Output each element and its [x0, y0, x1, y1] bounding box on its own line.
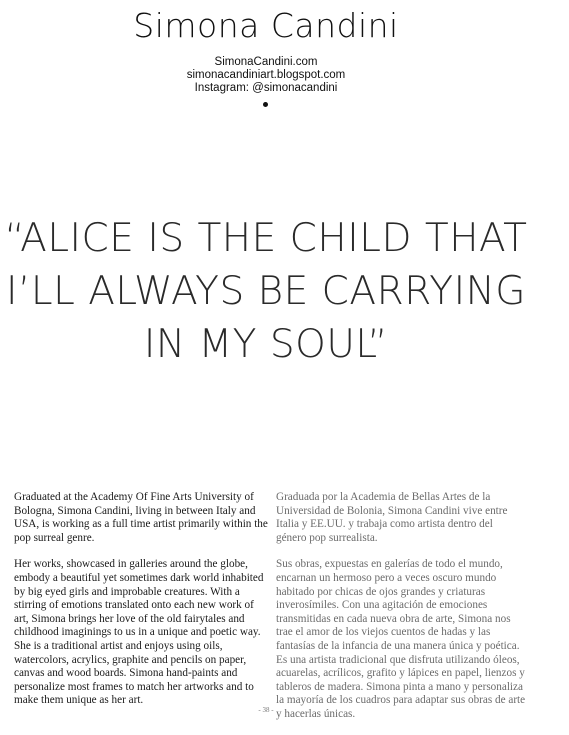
- bullet-dot: [263, 102, 268, 107]
- english-paragraph: Her works, showcased in galleries around the globe, embody a beautiful yet sometimes dark world inhabited by big eyed girls and improbable creatures. With a stirring of emotions translated onto each new work of art, Simona brings her love of the old fairytales and childhood imaginings to us in a unique and poetic way. She is a traditional artist and enjoys using oils, watercolors, acrylics, graphite and pencils on paper, canvas and wood boards. Simona hand-paints and personalize most frames to match her artworks and to make them unique as her art.: [14, 558, 264, 707]
- quote-line: I’LL ALWAYS BE CARRYING: [5, 269, 527, 314]
- blog-link[interactable]: simonacandiniart.blogspot.com: [186, 69, 346, 81]
- spanish-paragraph: Graduada por la Academia de Bellas Artes de la Universidad de Bolonia, Simona Candini vive entre Italia y EE.UU. y trabaja como artista dentro del género pop surrealista.: [276, 491, 508, 544]
- pull-quote: [0, 212, 532, 371]
- english-paragraph: Graduated at the Academy Of Fine Arts University of Bologna, Simona Candini, living in between Italy and USA, is working as a full time artist primarily within the pop surreal genre.: [14, 491, 268, 544]
- spanish-column: [276, 491, 526, 735]
- page-number: - 38 -: [258, 706, 274, 714]
- quote-line: “ALICE IS THE CHILD THAT: [4, 216, 528, 261]
- website-link[interactable]: SimonaCandini.com: [214, 56, 318, 68]
- instagram-handle[interactable]: Instagram: @simonacandini: [194, 82, 338, 94]
- quote-line: IN MY SOUL”: [143, 322, 389, 367]
- spanish-paragraph: Sus obras, expuestas en galerías de todo el mundo, encarnan un hermoso pero a veces oscuro mundo habitado por chicas de ojos grandes y criaturas inverosímiles. Con una agitación de emociones transmitidas en cada nueva obra de arte, Simona nos trae el amor de los viejos cuentos de hadas y las fantasías de la infancia de una manera única y poética. Es una artista tradicional que disfruta utilizando óleos, acuarelas, acrílicos, grafito y lápices en papel, lienzos y tableros de madera. Simona pinta a mano y personaliza la mayoría de los cuadros para adaptar sus obras de arte y hacerlas únicas.: [276, 558, 526, 720]
- artist-name: Simona Candini: [133, 6, 399, 45]
- english-column: [14, 491, 269, 721]
- contact-block: [0, 56, 532, 95]
